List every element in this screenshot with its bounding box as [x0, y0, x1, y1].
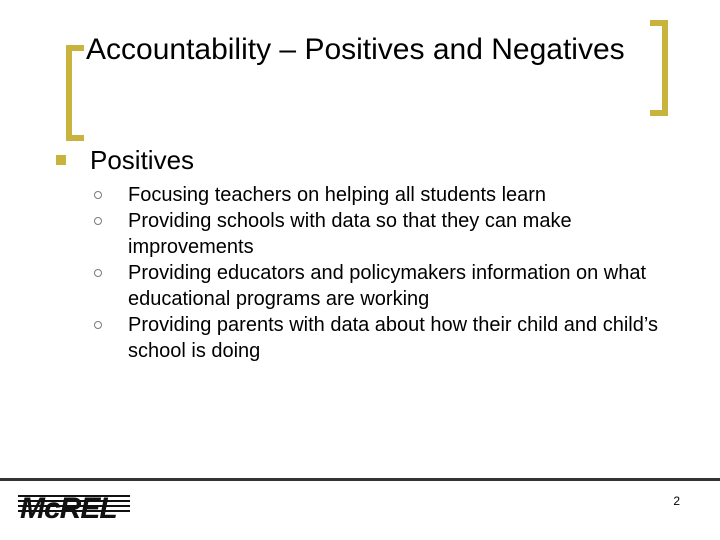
ring-bullet-icon [94, 269, 102, 277]
page-number: 2 [673, 494, 680, 508]
sub-bullet-text: Providing parents with data about how their child and child’s school is doing [128, 314, 658, 362]
sub-bullet-list [86, 182, 676, 364]
title-right-bracket [650, 20, 668, 116]
footer-divider [0, 478, 720, 481]
sub-bullet-item [86, 182, 676, 208]
svg-text:McREL: McREL [20, 492, 117, 524]
bullet-label: Positives [90, 145, 195, 175]
bullet-positives [56, 143, 194, 177]
sub-bullet-text: Focusing teachers on helping all students learn [128, 184, 547, 206]
slide-title: Accountability – Positives and Negatives [86, 33, 625, 66]
square-bullet-icon [56, 155, 66, 165]
ring-bullet-icon [94, 217, 102, 225]
title-left-bracket [66, 45, 84, 141]
sub-bullet-item [86, 312, 676, 364]
sub-bullet-text: Providing schools with data so that they can make improvements [128, 210, 572, 258]
sub-bullet-text: Providing educators and policymakers information on what educational programs are working [128, 262, 647, 310]
ring-bullet-icon [94, 321, 102, 329]
mcrel-logo [18, 484, 130, 524]
sub-bullet-item [86, 260, 676, 312]
ring-bullet-icon [94, 191, 102, 199]
sub-bullet-item [86, 208, 676, 260]
